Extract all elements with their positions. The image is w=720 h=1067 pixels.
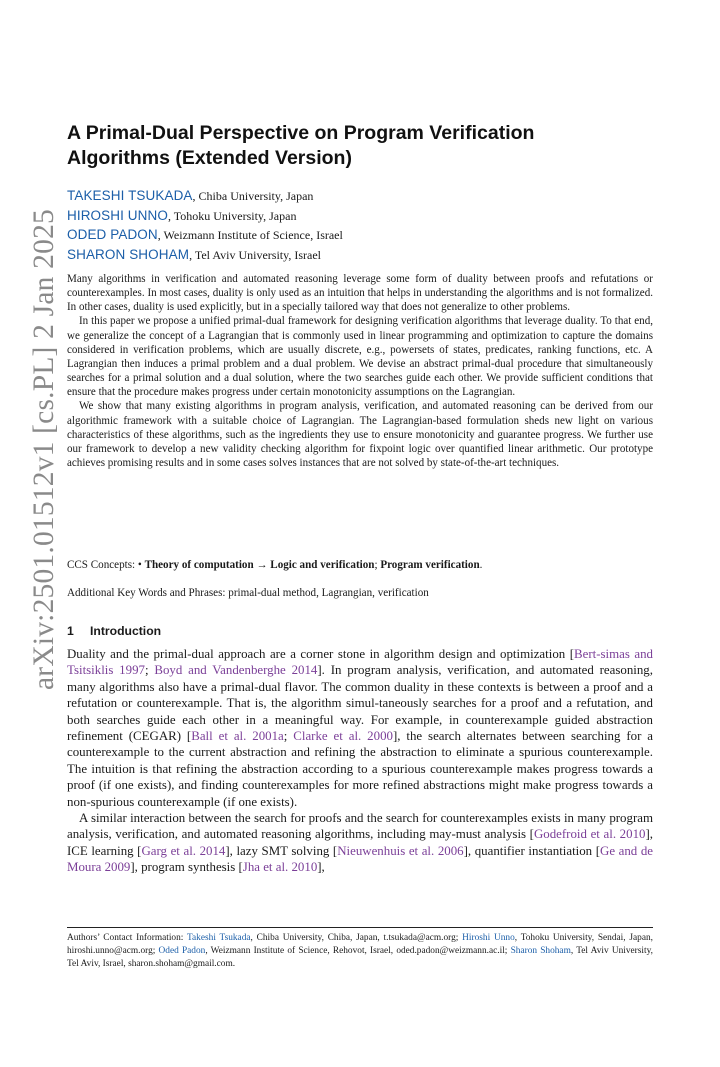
paper-title [67,121,657,171]
ccs-end: . [479,559,483,571]
body-text: ]. In program analysis, verification, and automated reasoning, many algorithms also have a primal-dual flavor. The common duality in these contexts is between a proof and a refutation or counterexample. That is, the algorithm simul-taneously searches for a proof and a refutation, and both searches guide each other in a meaningful way. For example, in counterexample guided abstraction refinement (CEGAR) [ [67,663,653,744]
title-line-1: A Primal-Dual Perspective on Program Verification [67,122,535,144]
ccs-separator: ; [374,559,381,571]
author-contact-footnote [67,932,653,971]
ccs-concept-theory: Theory of computation → Logic and verification [144,559,375,571]
citation-link[interactable]: Boyd and Vandenberghe 2014 [154,663,318,678]
author-affiliation: , Tel Aviv University, Israel [189,247,321,262]
author-link[interactable]: Oded Padon [158,946,206,956]
citation-link[interactable]: Garg et al. 2014 [141,843,226,858]
ccs-bullet: • [137,559,145,571]
intro-paragraph-1 [67,646,653,810]
author-affiliation: , Tohoku University, Japan [167,208,297,223]
body-text: ], the search alternates between searching for a counterexample to the current abstraction and refining the abstraction to eliminate a spurious counterexample. The intuition is that refining the abstraction according to a spurious counterexample makes progress towards a proof (if one exists), and finding counterexamples for more refined abstractions might make progress towards a non-spurious counterexample (if one exists). [67,729,653,809]
author-name[interactable]: ODED PADON [67,227,158,242]
abstract-paragraph: Many algorithms in verification and automated reasoning leverage some form of duality between proofs and refutations or counterexamples. In most cases, duality is only used as an intuition that helps in understanding the algorithms and is not formalized. In other cases, duality is used explicitly, but in a specially tailored way that does not generalize to other problems. [67,273,653,314]
body-text: Duality and the primal-dual approach are a corner stone in algorithm design and optimization [ [67,647,575,661]
citation-link[interactable]: Bert-simas and Tsitsiklis 1997 [67,647,653,678]
abstract-paragraph: In this paper we propose a unified primal-dual framework for designing verification algorithms that leverage duality. To that end, we generalize the concept of a Lagrangian that is commonly used in linear programming and optimization to capture the domains considered in verification problems, which are usually discrete, e.g., powersets of states, predicates, ranking functions, etc. A Lagrangian then induces a primal problem and a dual problem. We devise an abstract primal-dual procedure that simultaneously searches for a primal solution and a dual solution, where the two searches guide each other. We provide sufficient conditions that ensure that the procedure makes progress under certain monotonicity assumptions on the Lagrangian. [67,315,653,399]
author-entry [67,225,657,245]
author-affiliation: , Chiba University, Japan [192,189,314,203]
section-title: Introduction [90,624,162,638]
citation-link[interactable]: Nieuwenhuis et al. 2006 [337,843,464,858]
author-name[interactable]: HIROSHI UNNO [67,207,168,223]
body-text: ; [283,729,294,744]
ccs-concepts [67,558,657,572]
author-affiliation: , Weizmann Institute of Science, Israel [157,228,343,242]
footnote-text: Authors’ Contact Information: [67,933,187,943]
ccs-prefix: CCS Concepts: [67,559,138,571]
body-text: ], program synthesis [ [130,860,243,875]
author-link[interactable]: Takeshi Tsukada [186,933,251,943]
section-heading [67,624,161,638]
citation-link[interactable]: Ball et al. 2001a [191,729,284,744]
author-entry [67,245,657,265]
footnote-rule [67,927,653,928]
author-entry [67,206,657,226]
intro-paragraph-2 [67,810,653,876]
body-text: ], lazy SMT solving [ [225,843,338,858]
footnote-text: , Tel Aviv University, Tel Aviv, Israel, sharon.shoham@gmail.com. [67,946,653,969]
title-line-2: Algorithms (Extended Version) [67,147,352,169]
arxiv-stamp[interactable]: arXiv:2501.01512v1 [cs.PL] 2 Jan 2025 [28,209,60,690]
body-text: ], quantifier instantiation [ [463,843,601,858]
section-number: 1 [67,624,74,638]
author-entry [67,186,657,206]
ccs-concept-verification: Program verification [380,559,480,571]
citation-link[interactable]: Clarke et al. 2000 [293,729,393,744]
footnote-text: , Chiba University, Chiba, Japan, t.tsukada@acm.org; [250,933,463,943]
abstract-paragraph: We show that many existing algorithms in program analysis, verification, and automated reasoning can be derived from our algorithmic framework with a suitable choice of Lagrangian. The Lagrangian-based formulation sheds new light on various characteristics of these algorithms, such as the ingredients they use to ensure monotonicity and guarantee progress. We further use our framework to develop a new validity checking algorithm for fixpoint logic over quantified linear arithmetic. Our prototype achieves promising results and in some cases solves instances that are not solved by state-of-the-art techniques. [67,400,653,470]
body-text: A similar interaction between the search for proofs and the search for counterexamples exists in many program analysis, verification, and automated reasoning algorithms, including may-must analysis [ [67,811,653,842]
author-link[interactable]: Sharon Shoham [510,946,571,956]
author-name[interactable]: SHARON SHOHAM [67,246,190,262]
keywords: Additional Key Words and Phrases: primal-dual method, Lagrangian, verification [67,587,429,599]
citation-link[interactable]: Godefroid et al. 2010 [533,827,646,842]
citation-link[interactable]: Jha et al. 2010 [242,860,318,875]
body-text: ; [144,663,155,678]
footnote-text: , Tohoku University, Sendai, Japan, hiroshi.unno@acm.org; [67,933,653,956]
body-text: ], [317,860,325,875]
author-name[interactable]: TAKESHI TSUKADA [67,188,193,203]
footnote-text: , Weizmann Institute of Science, Rehovot, Israel, oded.padon@weizmann.ac.il; [205,946,511,956]
abstract [67,272,653,470]
author-link[interactable]: Hiroshi Unno [462,933,515,943]
author-list [67,186,657,264]
body-text: ], ICE learning [ [67,827,653,858]
citation-link[interactable]: Ge and de Moura 2009 [67,843,653,875]
introduction-body [67,646,653,876]
